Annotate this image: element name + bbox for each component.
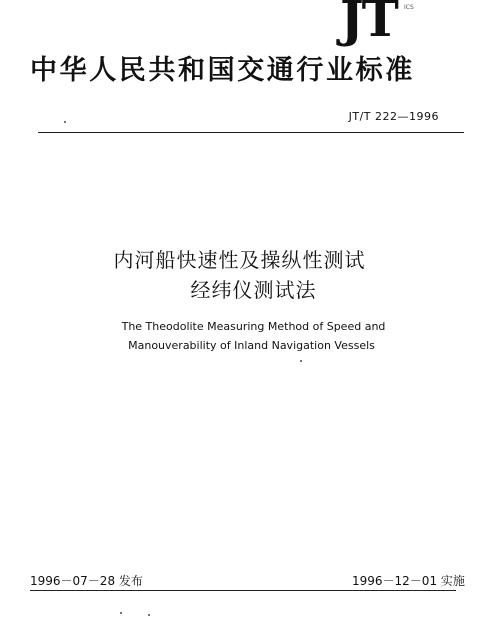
- scan-speck: [120, 612, 122, 614]
- standard-number: JT/T 222—1996: [348, 110, 439, 123]
- issue-date: 1996－07－28 发布: [30, 574, 143, 588]
- document-title-en-line2: Manouverability of Inland Navigation Vessels: [128, 339, 375, 352]
- bottom-divider: [30, 590, 456, 591]
- effective-date: 1996－12－01 实施: [352, 574, 465, 588]
- jt-logo: [340, 0, 397, 48]
- scan-speck: [64, 121, 66, 123]
- top-divider: [38, 132, 464, 133]
- document-title-cn-line1: 内河船快速性及操纵性测试: [113, 248, 366, 272]
- scan-speck: [148, 614, 150, 616]
- scan-speck: [300, 360, 302, 362]
- jt-logo-mark: JT: [340, 0, 397, 48]
- document-title-cn-line2: 经纬仪测试法: [190, 278, 317, 302]
- jt-logo-sub: ICS: [404, 4, 414, 11]
- document-title-en-line1: The Theodolite Measuring Method of Speed and: [121, 320, 386, 333]
- standard-title: 中华人民共和国交通行业标准: [30, 55, 415, 86]
